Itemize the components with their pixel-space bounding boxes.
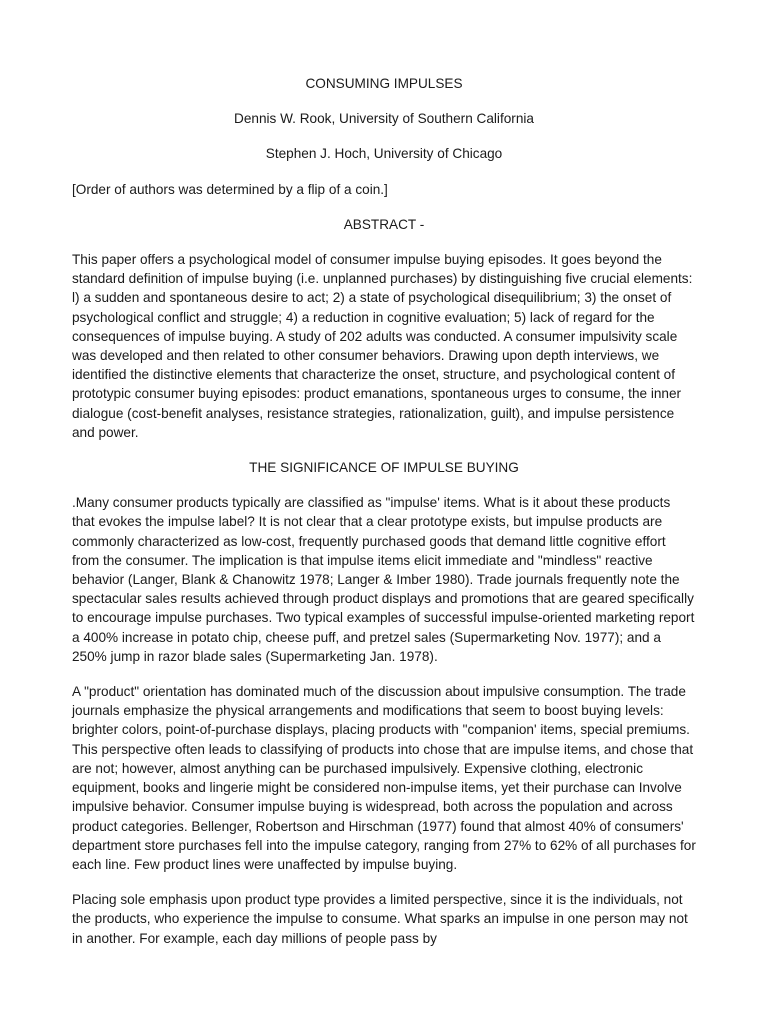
abstract-heading: ABSTRACT - [343,216,425,232]
body-paragraph-1: .Many consumer products typically are classified as "impulse' items. What is it about these products that evokes the impulse label? It is not clear that a clear prototype exists, but impulse products are commonly characterized as low-cost, frequently purchased goods that demand little cognitive effort from the consumer. The implication is that impulse items elicit immediate and "mindless" reactive behavior (Langer, Blank & Chanowitz 1978; Langer & Imber 1980). Trade journals frequently note the spectacular sales results achieved through product displays and promotions that are geared specifically to encourage impulse purchases. Two typical examples of successful impulse-oriented marketing report a 400% increase in potato chip, cheese puff, and pretzel sales (Supermarketing Nov. 1977); and a 250% jump in razor blade sales (Supermarketing Jan. 1978). [72,495,695,664]
author-line-1: Dennis W. Rook, University of Southern California [234,111,534,127]
body-paragraph-2: A "product" orientation has dominated much of the discussion about impulsive consumption. The trade journals emphasize the physical arrangements and modifications that seem to boost buying levels: brighter colors, point-of-purchase displays, placing products with "companion' items, special premiums. This perspective often leads to classifying of products into chose that are impulse items, and chose that are not; however, almost anything can be purchased impulsively. Expensive clothing, electronic equipment, books and lingerie might be considered non-impulse items, yet their purchase can Involve impulsive behavior. Consumer impulse buying is widespread, both across the population and across product categories. Bellenger, Robertson and Hirschman (1977) found that almost 40% of consumers' department store purchases fell into the impulse category, ranging from 27% to 62% of all purchases for each line. Few product lines were unaffected by impulse buying. [72,684,696,872]
paper-page [72,74,696,964]
body-paragraph-3: Placing sole emphasis upon product type provides a limited perspective, since it is the individuals, not the products, who experience the impulse to consume. What sparks an impulse in one person may not in another. For example, each day millions of people pass by [72,892,688,946]
author-note: [Order of authors was determined by a flip of a coin.] [72,181,388,197]
author-line-2: Stephen J. Hoch, University of Chicago [265,146,503,162]
paper-title: CONSUMING IMPULSES [305,76,463,91]
section-heading: THE SIGNIFICANCE OF IMPULSE BUYING [249,460,519,476]
abstract-paragraph: This paper offers a psychological model of consumer impulse buying episodes. It goes beyond the standard definition of impulse buying (i.e. unplanned purchases) by distinguishing five crucial elements: l) a sudden and spontaneous desire to act; 2) a state of psychological disequilibrium; 3) the onset of psychological conflict and struggle; 4) a reduction in cognitive evaluation; 5) lack of regard for the consequences of impulse buying. A study of 202 adults was conducted. A consumer impulsivity scale was developed and then related to other consumer behaviors. Drawing upon depth interviews, we identified the distinctive elements that characterize the onset, structure, and psychological content of prototypic consumer buying episodes: product emanations, spontaneous urges to consume, the inner dialogue (cost-benefit analyses, resistance strategies, rationalization, guilt), and impulse persistence and power. [72,252,693,440]
